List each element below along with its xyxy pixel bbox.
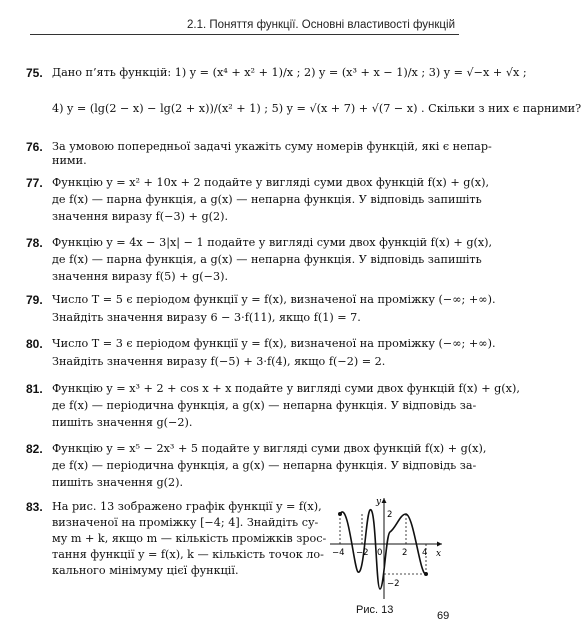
y-axis-arrow	[382, 498, 387, 503]
x-axis-arrow	[437, 542, 442, 547]
problem-number: 77.	[26, 176, 43, 190]
problem-line: кального мінімуму цієї функції.	[52, 564, 239, 577]
problem-number: 76.	[26, 140, 43, 154]
tick-label: −2	[387, 579, 400, 589]
problem-line: Функцію y = x⁵ − 2x³ + 5 подайте у вигляді суми двох функцій f(x) + g(x),	[52, 442, 487, 455]
problem-line: ними.	[52, 154, 87, 167]
tick-label: −2	[356, 548, 369, 558]
problem-line: де f(x) — парна функція, а g(x) — непарна функція. У відповідь запишіть	[52, 193, 482, 206]
problem-number: 79.	[26, 293, 43, 307]
endpoint-dot	[338, 512, 342, 516]
problem-line: пишіть значення g(2).	[52, 476, 184, 489]
problem-line: де f(x) — періодична функція, а g(x) — непарна функція. У відповідь за-	[52, 399, 477, 412]
problem-line: 4) y = (lg(2 − x) − lg(2 + x))/(x² + 1) ; 5) y = √(x + 7) + √(7 − x) . Скільки з них є парними?	[52, 102, 581, 115]
problem-line: Дано п’ять функцій: 1) y = (x⁴ + x² + 1)/x ; 2) y = (x³ + x − 1)/x ; 3) y = √−x + √x ;	[52, 66, 527, 79]
page-header	[0, 0, 481, 36]
problem-line: визначеної на проміжку [−4; 4]. Знайдіть су-	[52, 516, 319, 529]
problem-number: 83.	[26, 500, 43, 514]
figure-caption: Рис. 13	[356, 604, 394, 616]
problem-line: му m + k, якщо m — кількість проміжків зрос-	[52, 532, 327, 545]
problem-number: 82.	[26, 442, 43, 456]
page-number: 69	[437, 610, 450, 622]
tick-label: 4	[422, 548, 428, 558]
tick-label: −4	[332, 548, 345, 558]
function-curve	[340, 510, 426, 589]
problem-line: На рис. 13 зображено графік функції y = f(x),	[52, 500, 322, 513]
axis-label-x: x	[436, 549, 442, 559]
problem-line: Функцію y = 4x − 3|x| − 1 подайте у вигляді суми двох функцій f(x) + g(x),	[52, 236, 493, 249]
tick-label: 0	[377, 548, 383, 558]
problem-line: Функцію y = x³ + 2 + cos x + x подайте у вигляді суми двох функцій f(x) + g(x),	[52, 382, 520, 395]
problem-line: тання функції y = f(x), k — кількість точок ло-	[52, 548, 324, 561]
problem-line: де f(x) — періодична функція, а g(x) — непарна функція. У відповідь за-	[52, 459, 477, 472]
problem-line: Функцію y = x² + 10x + 2 подайте у вигляді суми двох функцій f(x) + g(x),	[52, 176, 490, 189]
problem-number: 80.	[26, 337, 43, 351]
function-graph-figure	[326, 494, 446, 604]
problem-line: де f(x) — парна функція, а g(x) — непарна функція. У відповідь запишіть	[52, 253, 482, 266]
problem-line: значення виразу f(−3) + g(2).	[52, 210, 229, 223]
section-title: 2.1. Поняття функції. Основні властивості функцій	[187, 19, 455, 31]
tick-label: 2	[387, 510, 393, 520]
problem-line: За умовою попередньої задачі укажіть суму номерів функцій, які є непар-	[52, 140, 492, 153]
problem-line: Знайдіть значення виразу f(−5) + 3·f(4), якщо f(−2) = 2.	[52, 355, 386, 368]
endpoint-dot	[424, 572, 428, 576]
problem-line: Число T = 5 є періодом функції y = f(x), визначеної на проміжку (−∞; +∞).	[52, 293, 496, 306]
tick-label: 2	[402, 548, 408, 558]
problem-number: 75.	[26, 66, 43, 80]
problem-number: 81.	[26, 382, 43, 396]
problem-line: Знайдіть значення виразу 6 − 3·f(11), якщо f(1) = 7.	[52, 311, 361, 324]
problem-line: пишіть значення g(−2).	[52, 416, 193, 429]
axis-label-y: y	[376, 497, 382, 507]
header-rule	[30, 34, 459, 35]
problem-line: значення виразу f(5) + g(−3).	[52, 270, 229, 283]
problem-number: 78.	[26, 236, 43, 250]
problem-line: Число T = 3 є періодом функції y = f(x), визначеної на проміжку (−∞; +∞).	[52, 337, 496, 350]
